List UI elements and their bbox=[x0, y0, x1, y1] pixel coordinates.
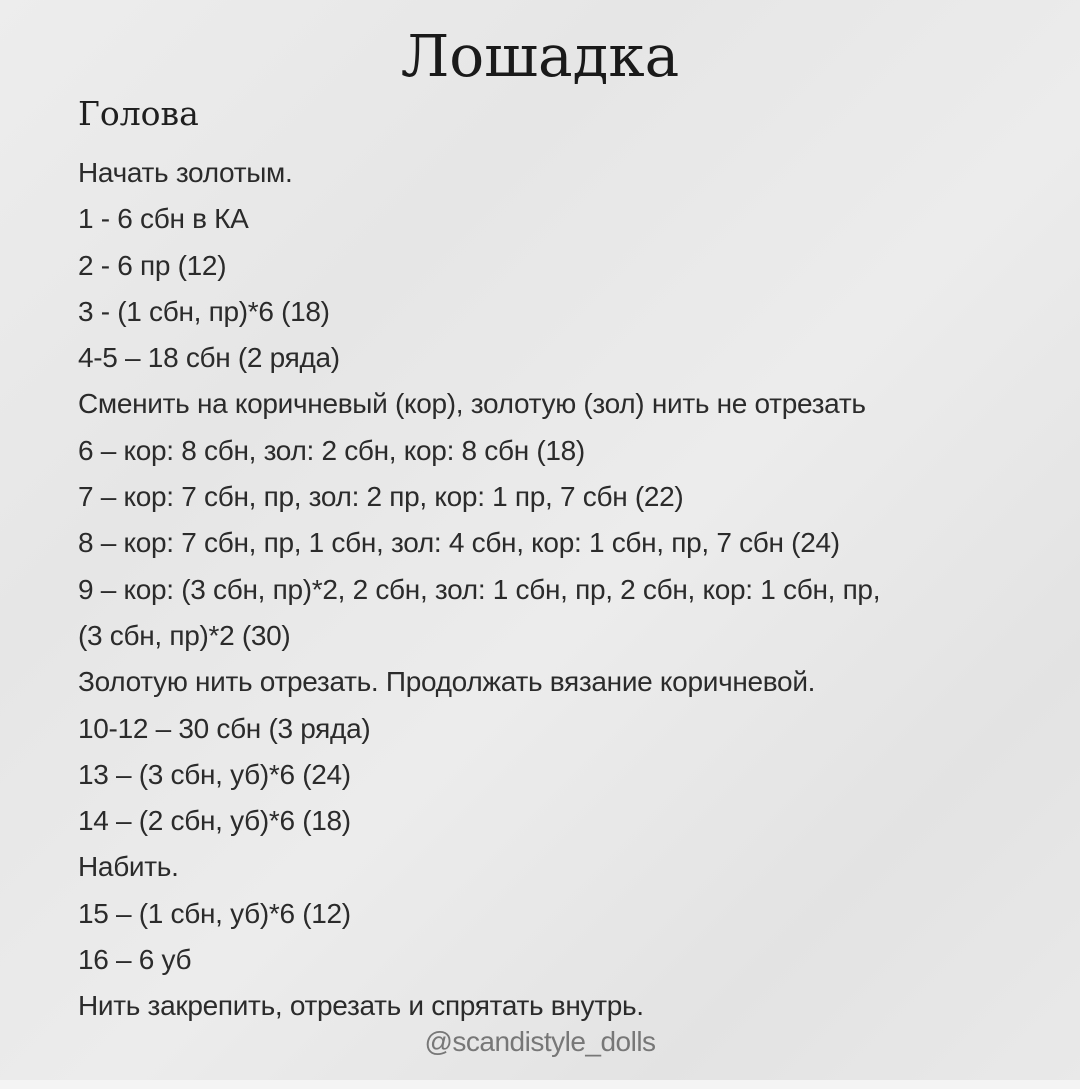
instruction-line: 10-12 – 30 сбн (3 ряда) bbox=[78, 712, 371, 744]
instruction-line: 8 – кор: 7 сбн, пр, 1 сбн, зол: 4 сбн, кор: 1 сбн, пр, 7 сбн (24) bbox=[78, 527, 840, 559]
instruction-line: Золотую нить отрезать. Продолжать вязание коричневой. bbox=[78, 666, 816, 698]
instruction-line: Набить. bbox=[78, 851, 179, 883]
section-heading: Голова bbox=[78, 94, 199, 133]
page-title: Лошадка bbox=[400, 22, 680, 90]
instruction-line: 6 – кор: 8 сбн, зол: 2 сбн, кор: 8 сбн (18) bbox=[78, 434, 585, 466]
instruction-line: (3 сбн, пр)*2 (30) bbox=[78, 619, 291, 651]
instructions-list bbox=[78, 150, 880, 1030]
instruction-line: 2 - 6 пр (12) bbox=[78, 249, 227, 281]
instruction-line: 7 – кор: 7 сбн, пр, зол: 2 пр, кор: 1 пр, 7 сбн (22) bbox=[78, 481, 684, 513]
instruction-line: Начать золотым. bbox=[78, 157, 293, 188]
instruction-line: Сменить на коричневый (кор), золотую (зол) нить не отрезать bbox=[78, 388, 866, 420]
instruction-line: 9 – кор: (3 сбн, пр)*2, 2 сбн, зол: 1 сбн, пр, 2 сбн, кор: 1 сбн, пр, bbox=[78, 573, 881, 605]
instruction-line: 16 – 6 уб bbox=[78, 944, 192, 976]
bottom-strip bbox=[0, 1080, 1080, 1089]
instruction-line: 4-5 – 18 сбн (2 ряда) bbox=[78, 342, 340, 374]
instruction-line: 3 - (1 сбн, пр)*6 (18) bbox=[78, 295, 330, 327]
instruction-line: Нить закрепить, отрезать и спрятать внутрь. bbox=[78, 990, 644, 1022]
instruction-line: 1 - 6 сбн в КА bbox=[78, 203, 249, 235]
author-handle: @scandistyle_dolls bbox=[424, 1026, 656, 1057]
instruction-line: 14 – (2 сбн, уб)*6 (18) bbox=[78, 805, 351, 837]
instruction-line: 13 – (3 сбн, уб)*6 (24) bbox=[78, 758, 351, 790]
instruction-line: 15 – (1 сбн, уб)*6 (12) bbox=[78, 897, 351, 929]
